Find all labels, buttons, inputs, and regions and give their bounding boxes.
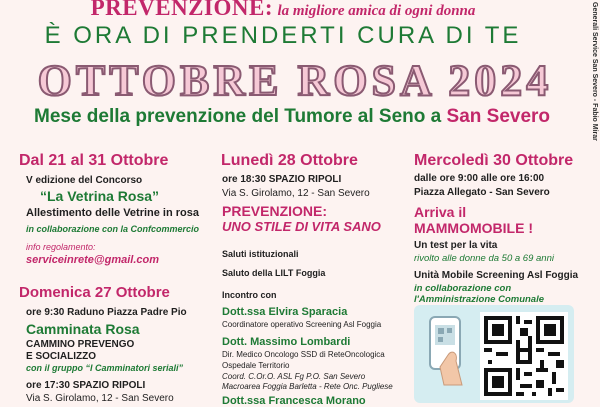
col1-ore-1730: ore 17:30 SPAZIO RIPOLI [26, 380, 146, 391]
collab-amministrazione-2: l'Amministrazione Comunale [414, 294, 545, 305]
col1-via: Via S. Girolamo, 12 - San Severo [26, 393, 174, 404]
col1-date-range: Dal 21 al 31 Ottobre [19, 152, 169, 169]
saluto-lilt: Saluto della LILT Foggia [222, 268, 326, 278]
dott-lombardi: Dott. Massimo Lombardi [222, 336, 351, 348]
col3-piazza: Piazza Allegato - San Severo [414, 187, 550, 198]
socializzo-text: E SOCIALIZZO [26, 351, 96, 362]
qr-code[interactable] [480, 312, 568, 400]
col2-via: Via S. Girolamo, 12 - San Severo [222, 188, 370, 199]
side-credit: Generali Service San Severo - Fabio Mirar [591, 2, 598, 141]
raduno-text: ore 9:30 Raduno Piazza Padre Pio [26, 307, 187, 318]
allestimento-text: Allestimento delle Vetrine in rosa [26, 207, 199, 219]
col2-prevenzione: PREVENZIONE: [222, 203, 328, 219]
col2-ore: ore 18:30 SPAZIO RIPOLI [222, 174, 342, 185]
col2-stile-vita: UNO STILE DI VITA SANO [222, 219, 381, 234]
cammino-prevengo: CAMMINO PREVENGO [26, 339, 135, 350]
dott-sparacia: Dott.ssa Elvira Sparacia [222, 306, 348, 318]
dott-morano: Dott.ssa Francesca Morano [222, 395, 366, 407]
col3-orari: dalle ore 9:00 alle ore 16:00 [414, 173, 545, 184]
mese-prevenzione-line [34, 106, 550, 128]
rivolto-donne: rivolto alle donne da 50 a 69 anni [414, 253, 554, 264]
ottobre-rosa-heading: OTTOBRE ROSA 2024 [37, 56, 553, 105]
prevenzione-header [0, 0, 566, 21]
dott-lombardi-role-2: Ospedale Territorio [222, 361, 290, 370]
camminatori-gruppo: con il gruppo “I Camminatori seriali” [26, 363, 184, 373]
prevenzione-title: PREVENZIONE: [90, 0, 273, 20]
city-name: San Severo [446, 106, 551, 127]
col3-date: Mercoledì 30 Ottobre [414, 152, 574, 169]
dott-lombardi-role-3: Coord. C.Or.O. ASL Fg P.O. San Severo [222, 372, 366, 381]
mese-a: a [430, 106, 442, 127]
dott-lombardi-role-1: Dir. Medico Oncologo SSD di ReteOncologica [222, 350, 385, 359]
arriva-il: Arriva il [414, 204, 467, 220]
collab-amministrazione-1: in collaborazione con [414, 283, 512, 294]
camminata-rosa: Camminata Rosa [26, 321, 140, 337]
qr-code-icon [480, 312, 568, 400]
prevenzione-subtitle: la migliore amica di ogni donna [277, 3, 476, 19]
era-ora-heading: È ORA DI PRENDERTI CURA DI TE [44, 22, 522, 49]
dott-sparacia-role: Coordinatore operativo Screening Asl Foggia [222, 320, 382, 329]
unita-mobile: Unità Mobile Screening Asl Foggia [414, 270, 579, 281]
test-per-vita: Un test per la vita [414, 240, 498, 251]
mese-text: Mese della prevenzione del Tumore al Seno [34, 106, 426, 127]
incontro-con: Incontro con [222, 290, 277, 300]
contest-name: “La Vetrina Rosa” [40, 188, 160, 204]
confcommercio-collab: in collaborazione con la Confcommercio [26, 224, 200, 234]
contact-email[interactable]: serviceinrete@gmail.com [26, 254, 160, 266]
col2-date: Lunedì 28 Ottobre [221, 152, 358, 169]
info-regolamento-label: info regolamento: [26, 242, 96, 252]
saluti-istituzionali: Saluti istituzionali [222, 249, 299, 259]
col1-date-domenica: Domenica 27 Ottobre [19, 284, 170, 301]
dott-lombardi-role-4: Macroarea Foggia Barletta - Rete Onc. Pugliese [222, 382, 393, 391]
phone-hand-icon [418, 311, 478, 391]
edition-text: V edizione del Concorso [26, 175, 143, 186]
mammomobile: MAMMOMOBILE ! [414, 220, 533, 236]
